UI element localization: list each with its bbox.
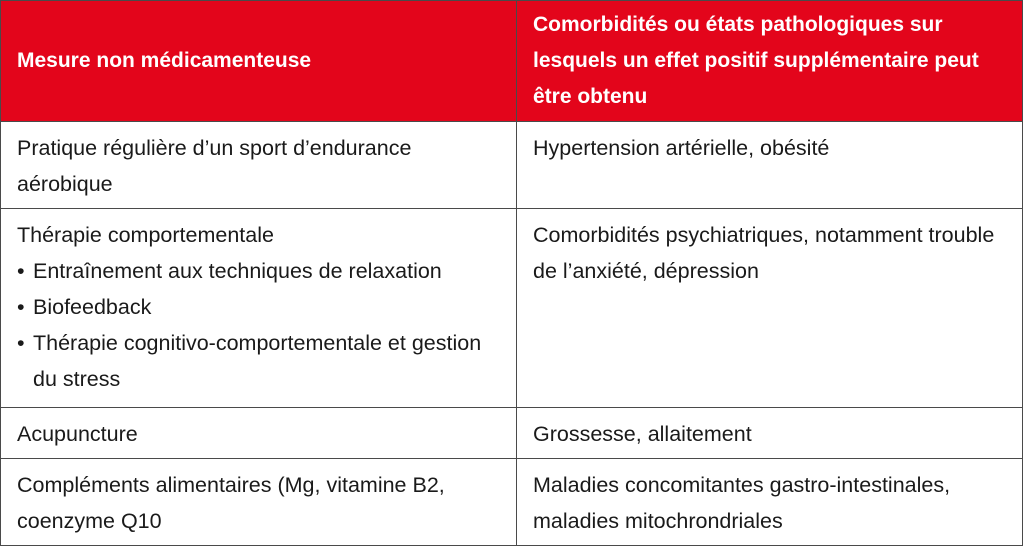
comorbidity-cell: Comorbidités psychiatriques, notamment trouble de l’anxiété, dépression — [517, 209, 1023, 408]
measure-cell: Pratique régulière d’un sport d’endurance aérobique — [1, 122, 517, 209]
table-row — [1, 122, 1023, 209]
header-measure: Mesure non médicamenteuse — [1, 1, 517, 122]
table-row — [1, 408, 1023, 459]
comorbidity-cell: Hypertension artérielle, obésité — [517, 122, 1023, 209]
measure-bullet-list — [17, 253, 504, 397]
measure-title: Thérapie comportementale — [17, 223, 274, 247]
table-row — [1, 209, 1023, 408]
comorbidity-cell: Maladies concomitantes gastro-intestinales, maladies mitochrondriales — [517, 459, 1023, 546]
table-row — [1, 459, 1023, 546]
measure-cell: Compléments alimentaires (Mg, vitamine B2, coenzyme Q10 — [1, 459, 517, 546]
header-comorbidity: Comorbidités ou états pathologiques sur lesquels un effet positif supplémentaire peut être obtenu — [517, 1, 1023, 122]
header-row — [1, 1, 1023, 122]
bullet-item: • Entraînement aux techniques de relaxation — [17, 253, 504, 289]
table-header — [1, 1, 1023, 122]
bullet-item: • Thérapie cognitivo-comportementale et gestion du stress — [17, 325, 504, 397]
measure-cell: Acupuncture — [1, 408, 517, 459]
measure-cell — [1, 209, 517, 408]
comorbidity-cell: Grossesse, allaitement — [517, 408, 1023, 459]
table-body — [1, 122, 1023, 546]
bullet-item: • Biofeedback — [17, 289, 504, 325]
